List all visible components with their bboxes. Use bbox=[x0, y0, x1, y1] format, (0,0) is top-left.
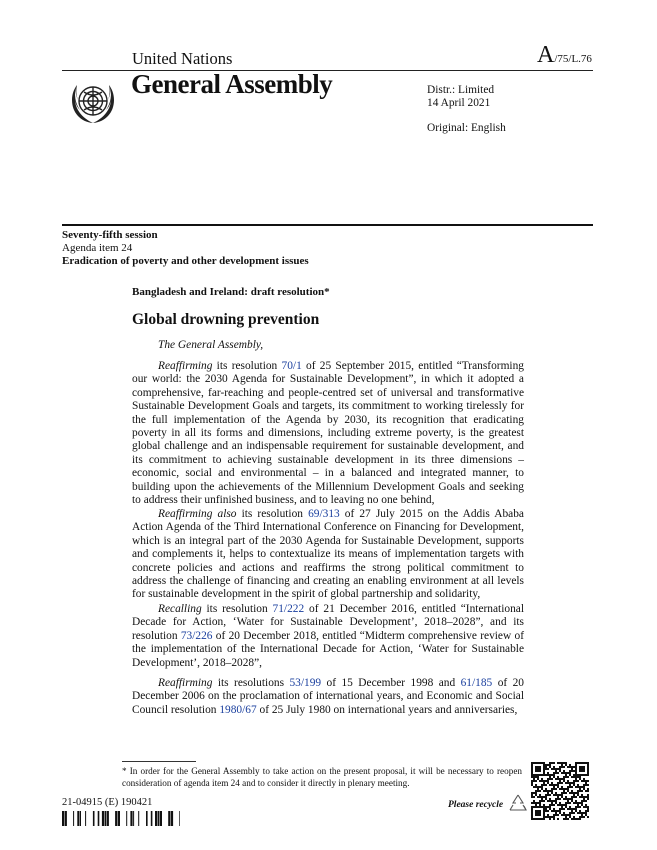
paragraph-lead: Reaffirming also bbox=[158, 508, 237, 520]
paragraph-text: of 15 December 1998 and bbox=[321, 677, 461, 689]
agenda-title: Eradication of poverty and other development issues bbox=[62, 255, 309, 267]
un-emblem-icon bbox=[66, 76, 120, 130]
recycle-icon bbox=[507, 793, 529, 813]
paragraph-text: of 20 December 2018, entitled “Midterm comprehensive review of the implementation of the International Decade for Action, ‘Water for Sustainable Development’, 2018–2028”, bbox=[132, 629, 524, 669]
preamble: The General Assembly, bbox=[158, 339, 264, 351]
paragraph-text: of 21 December 2016, entitled “International Decade for Action, ‘Water for Sustainable Development’, 2018–2028”, and its resolution bbox=[132, 603, 524, 642]
qr-code-icon bbox=[531, 762, 589, 820]
session-rule bbox=[62, 224, 593, 226]
resolution-link[interactable]: 1980/67 bbox=[219, 703, 257, 716]
sponsors: Bangladesh and Ireland: draft resolution* bbox=[132, 286, 330, 298]
resolution-link[interactable]: 73/226 bbox=[180, 629, 213, 642]
resolution-title: Global drowning prevention bbox=[132, 311, 320, 328]
paragraph-text: of 27 July 2015 on the Addis Ababa Action Agenda of the Third International Conference on Financing for Development, which is an integral part of the 2030 Agenda for Sustainable Development, supports and complements it, helps to contextualize its means of implementation targets with concrete policies and actions and reaffirms the strong political commitment to address the challenge of financing and creating an enabling environment at all levels for sustainable development in the spirit of global partnership and solidarity, bbox=[132, 508, 524, 601]
footnote-rule bbox=[122, 761, 196, 762]
resolution-link[interactable]: 53/199 bbox=[289, 677, 322, 689]
paragraph bbox=[132, 677, 524, 717]
distribution: Distr.: Limited bbox=[427, 84, 495, 96]
paragraph-lead: Recalling bbox=[158, 603, 202, 615]
resolution-link[interactable]: 61/185 bbox=[460, 677, 493, 689]
paragraph-text: its resolution bbox=[201, 603, 273, 615]
agenda-item: Agenda item 24 bbox=[62, 242, 133, 254]
paragraph-text: of 20 December 2006 on the proclamation of international years, and Economic and Social Council resolution bbox=[132, 677, 525, 716]
resolution-link[interactable]: 70/1 bbox=[281, 360, 302, 372]
paragraph bbox=[132, 603, 524, 670]
symbol-suffix: /75/L.76 bbox=[554, 53, 592, 65]
paragraph-text: of 25 September 2015, entitled “Transforming our world: the 2030 Agenda for Sustainable Development”, in which it adopted a comprehensive, far-reaching and people-centred set of universal and transformative Sustainable Development Goals and targets, its commitment to working tirelessly for the full implementation of the Agenda by 2030, its recognition that eradicating poverty in all its forms and dimensions, including extreme poverty, is the greatest global challenge and an indispensable requirement for sustainable development, and its commitment to achieving sustainable development in its three dimensions – economic, social and environmental – in a balanced and integrated manner, to building upon the achievements of the Millennium Development Goals and seeking to address their unfinished business, and to leaving no one behind, bbox=[132, 360, 524, 507]
paragraph bbox=[132, 360, 524, 507]
paragraph-text: of 25 July 1980 on international years and anniversaries, bbox=[256, 703, 518, 716]
symbol-prefix: A bbox=[537, 42, 555, 68]
paragraph-lead: Reaffirming bbox=[158, 360, 213, 372]
paragraph bbox=[132, 508, 524, 602]
document-symbol bbox=[537, 42, 592, 69]
session: Seventy-fifth session bbox=[62, 229, 158, 241]
paragraph-text: its resolutions bbox=[212, 677, 290, 689]
resolution-link[interactable]: 71/222 bbox=[272, 603, 305, 615]
recycle-text: Please recycle bbox=[448, 800, 504, 810]
footnote: * In order for the General Assembly to take action on the present proposal, it will be necessary to reopen consideration of agenda item 24 and to consider it directly in plenary meeting. bbox=[122, 766, 522, 788]
original-language: Original: English bbox=[427, 122, 506, 134]
document-date: 14 April 2021 bbox=[427, 97, 491, 109]
resolution-link[interactable]: 69/313 bbox=[308, 508, 340, 520]
paragraph-text: its resolution bbox=[212, 360, 282, 372]
document-number: 21-04915 (E) 190421 bbox=[62, 797, 153, 808]
paragraph-lead: Reaffirming bbox=[158, 677, 213, 689]
organization-name: United Nations bbox=[132, 49, 233, 68]
body-name: General Assembly bbox=[131, 69, 333, 99]
paragraph-text: its resolution bbox=[236, 508, 309, 520]
barcode-icon bbox=[62, 811, 180, 826]
